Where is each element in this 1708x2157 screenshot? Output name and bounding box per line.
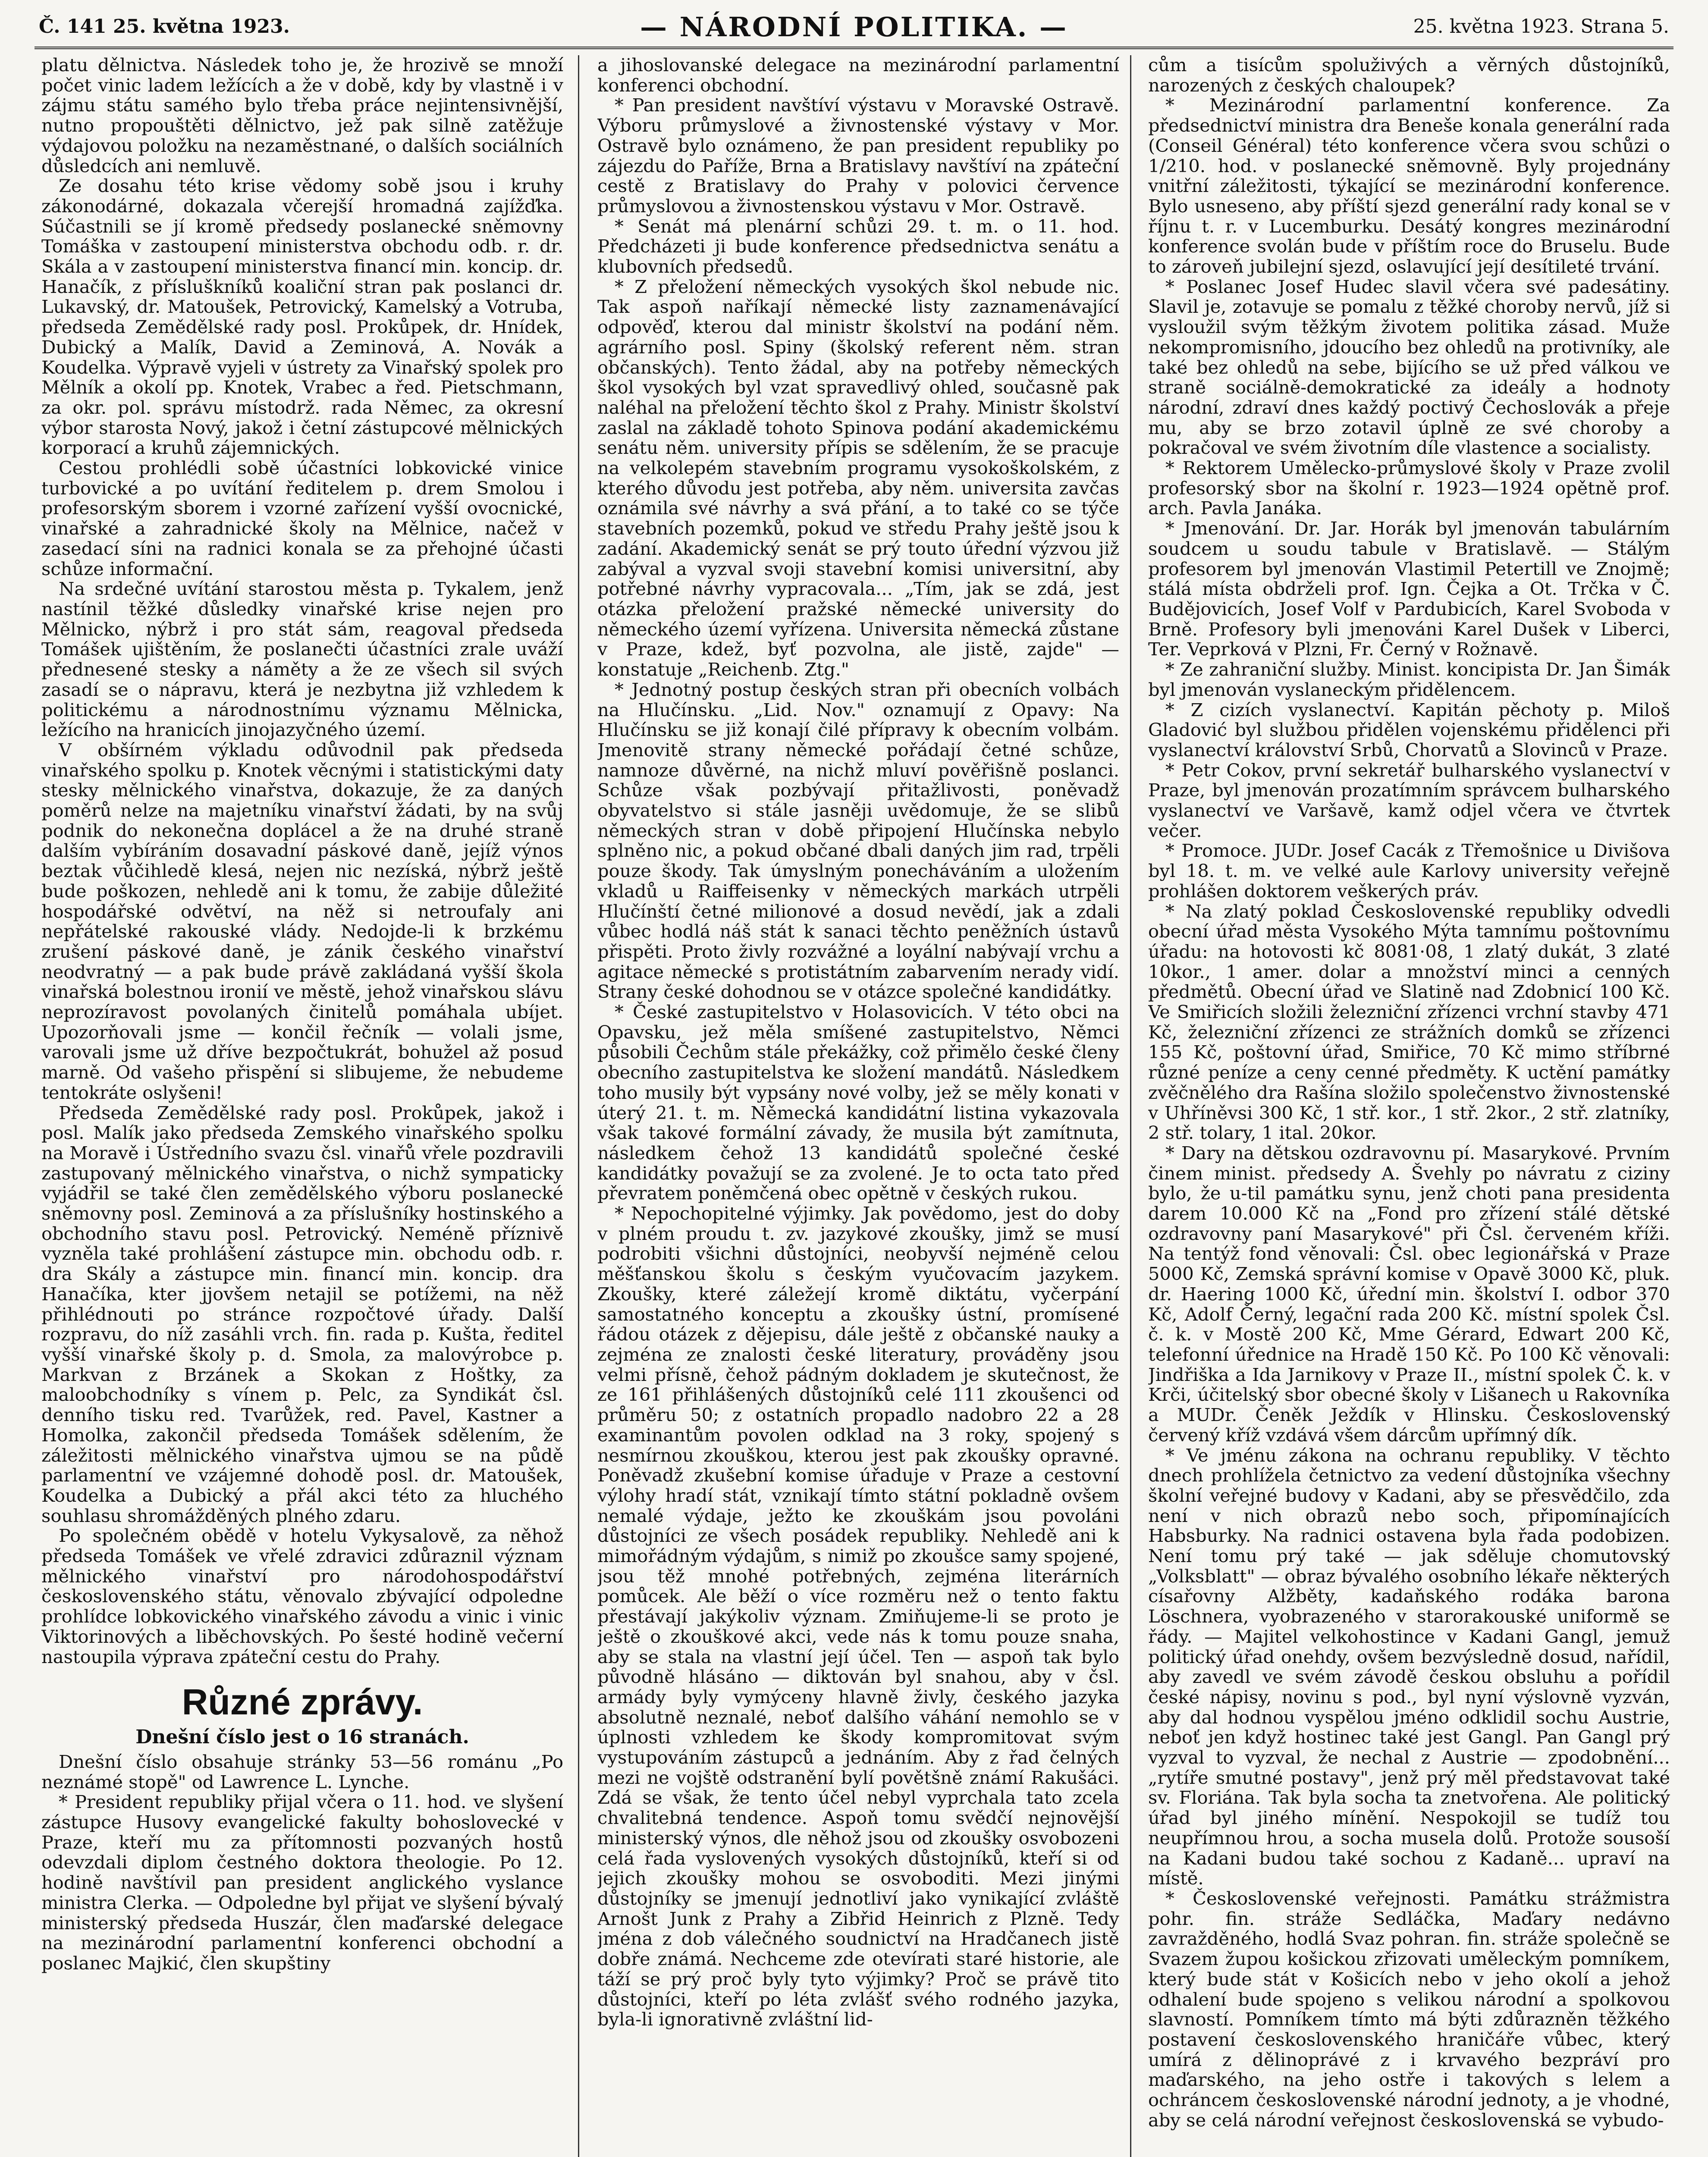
paragraph: * Nepochopitelné výjimky. Jak povědomo, jest do doby v plném proudu t. zv. jazykové zkoušky, jimž se musí podrobiti všichni důstojníci, neobyvší nejméně celou měšťanskou školu s českým vyučovacím jazykem. Zkoušky, které záležejí kromě diktátu, vyčerpání samostatného konceptu a zkoušky ústní, promísené řádou otázek z dějepisu, dále ještě z občanské nauky a zejména ze znalosti české literatury, prováděny jsou velmi přísně, čehož pádným dokladem je skutečnost, že ze 161 přihlášených důstojníků celé 111 zkoušenci od průměru 50; z ostatních propadlo nadobro 22 a 28 examinantům povolen odklad na 3 roky, spojený s nesmírnou zkouškou, kterou jest pak zkoušky opravné. Poněvadž zkušební komise úřaduje v Praze a cestovní výlohy hradí stát, vznikají tímto státní pokladně ovšem nemalé výdaje, ježto ke zkouškám jsou povoláni důstojníci ze všech posádek republiky. Nehledě ani k mimořádným výdajům, s nimiž po zkoušce samy spojené, jsou těž mnohé potřebných, zejména literárních pomůcek. Ale běží o více rozměru než o tento faktu přestávají jakýkoliv význam. Zmiňujeme-li se proto je ještě o zkouškové akci, vede nás k tomu pouze snaha, aby se stala na vlastní její účel. Ten — aspoň tak bylo původně hlásáno — diktován byl snahou, aby v čsl. armády byly vymýceny hlavně živly, českého jazyka absolutně neznalé, neboť dalšího váhání nemohlo se v úplnosti vzhledem ke škody kompromitovat svým vystupováním zástupců a jednáním. Aby z řad čelných mezi ne vojště odstranění bylí povětšně známí Rakušáci. Zdá se však, že tento účel nebyl vyprchala tato zcela chvalitebná tendence. Aspoň tomu svědčí nejnovější ministerský výnos, dle něhož jsou od zkoušky osvobozeni celá řada vyslovených vysokých důstojníků, kteří si od jejich zkoušky mohou se osvoboditi. Mezi jinými důstojníky se jmenují jednotliví jako vynikající zvláště Arnošt Junk z Prahy a Zibřid Heinrich z Plzně. Tedy jména z dob válečného soudnictví na Hradčanech jistě dobře známá. Nechceme zde otevírati staré historie, ale táží se prý proč byly tyto výjimky? Proč se právě tito důstojníci, kteří po léta zvlášť svého rodného jazyka, byla-li ignorativně zvláštní lid- <box>597 1203 1119 2030</box>
paragraph: platu dělnictva. Následek toho je, že hrozivě se množí počet vinic ladem ležících a že v době, kdy by vlastně i v zájmu státu samého bylo třeba práce nejintensivnější, nutno propouštěti dělnictvo, jež pak silně zatěžuje výdajovou položku na nezaměstnané, o dalších sociálních důsledcích ani nemluvě. <box>41 55 563 176</box>
paragraph: Předseda Zemědělské rady posl. Prokůpek, jakož i posl. Malík jako předseda Zemského vinařského spolku na Moravě i Ústředního svazu čsl. vinařů vřele pozdravili zastupovaný mělnického vinařstva, o nichž sympaticky vyjádřil se také člen zemědělského výboru poslanecké sněmovny posl. Zeminová a za příslušníky hostinského a obchodního stavu posl. Petrovický. Neméně příznivě vyzněla také prohlášení zástupce min. obchodu odb. r. dra Skály a zástupce min. financí min. koncip. dra Hanačíka, kter jjovšem netajil se potížemi, na něž přihlédnouti po stránce rozpočtové úřady. Další rozpravu, do níž zasáhli vrch. fin. rada p. Kušta, ředitel vyšší vinařské školy p. d. Smola, za malovýrobce p. Markvan z Brzánek a Skokan z Hoštky, za maloobchodníky s vínem p. Pelc, za Syndikát čsl. denního tisku red. Tvarůžek, red. Pavel, Kastner a Homolka, zakončil předseda Tomášek sdělením, že záležitosti mělnického vinařstva ujmou se na půdě parlamentní ve vzájemné dohodě posl. dr. Matoušek, Koudelka a Dubický a přál akci této za hluchého souhlasu shromážděných plného zdaru. <box>41 1102 563 1526</box>
paragraph: * Senát má plenární schůzi 29. t. m. o 11. hod. Předcházeti ji bude konference předsednictva senátu a klubovních předsedů. <box>597 215 1119 277</box>
section-heading: Různé zprávy. <box>182 1682 423 1723</box>
paragraph: * Promoce. JUDr. Josef Cacák z Třemošnice u Divišova byl 18. t. m. ve velké aule Karlovy university veřejně prohlášen doktorem veškerých práv. <box>1148 840 1670 902</box>
paragraph: * President republiky přijal včera o 11. hod. ve slyšení zástupce Husovy evangelické fakulty bohoslovecké v Praze, kteří mu za přítomnosti pozvaných hostů odevzdali diplom čestného doktora theologie. Po 12. hodině navštívil pan president anglického vyslance ministra Clerka. — Odpoledne byl přijat ve slyšení bývalý ministerský předseda Huszár, člen maďarské delegace na mezinárodní parlamentní konferenci obchodní a poslanec Majkić, člen skupštiny <box>41 1791 563 1974</box>
column-divider <box>1130 55 1131 2157</box>
paragraph: V obšírném výkladu odůvodnil pak předseda vinařského spolku p. Knotek věcnými i statistickými daty stesky mělnického vinařstva, dokazuje, že za daných poměrů nelze na majetníku vinařství žádati, by na svůj podnik do nekonečna doplácel a že na druhé straně dalším vybíráním dosavadní páskové daně, jejíž výnos beztak vůčihledě klesá, nejen nic nezíská, nýbrž ještě bude poškozen, nehledě ani k tomu, že zabije důležité hospodářské odvětví, na něž si netroufaly ani nepřátelské rakouské vlády. Nedojde-li k brzkému zrušení páskové daně, je zánik českého vinařství neodvratný — a pak bude právě zakládaná vyšší škola vinařská bolestnou ironií ve městě, jehož vinařskou slávu neprozíravost povolaných činitelů pomáhala ubíjet. Upozorňovali jsme — končil řečník — volali jsme, varovali jsme už dříve bezpočtukrát, bohužel až posud marně. Od vašeho přispění si slibujeme, že nebudeme tentokráte oslyšeni! <box>41 739 563 1103</box>
paragraph: * Z cizích vyslanectví. Kapitán pěchoty p. Miloš Gladović byl službou přidělen vojenskému přidělenci při vyslanectví království Srbů, Chorvatů a Slovinců v Praze. <box>1148 699 1670 761</box>
paragraph: * České zastupitelstvo v Holasovicích. V této obci na Opavsku, jež měla smíšené zastupitelstvo, Němci působili Čechům stále překážky, což přimělo české členy obecního zastupitelstva ke složení mandátů. Následkem toho musily být vypsány nové volby, jež se měly konati v úterý 21. t. m. Německá kandidátní listina vykazovala však takové formální závady, že musila být zamítnuta, následkem čehož 13 kandidátů společné české kandidátky považují se za zvolené. Je to octa tato před převratem poněmčená obec opětně v českých rukou. <box>597 1001 1119 1204</box>
column-divider <box>578 55 579 2157</box>
paragraph: * Petr Cokov, první sekretář bulharského vyslanectví v Praze, byl jmenován prozatímním správcem bulharského vyslanectví ve Varšavě, kamž odjel včera ve čtvrtek večer. <box>1148 759 1670 841</box>
paragraph: * Z přeložení německých vysokých škol nebude nic. Tak aspoň naříkají německé listy zaznamenávající odpověď, kterou dal ministr školství na podání něm. agrárního posl. Spiny (školský referent něm. stran občanských). Tento žádal, aby na potřeby německých škol vysokých byl vzat spravedlivý ohled, současně pak naléhal na přeložení těchto škol z Prahy. Ministr školství zaslal na základě tohoto Spinova podání akademickému senátu něm. university přípis se sdělením, že se pracuje na velkolepém stavebním programu vysokoškolském, z kterého důvodu jest potřeba, aby něm. universita zavčas oznámila své návrhy a svá přání, a to také co se týče stavebních pozemků, pokud ve středu Prahy ještě jsou k zadání. Akademický senát se prý touto úřední výzvou již zabýval a vyzval svoji stavební komisi universitní, aby potřebné návrhy vypracovala... „Tím, jak se zdá, jest otázka přeložení pražské německé university do německého území vyřízena. Universita německá zůstane v Praze, kdež, byť pozvolna, ale jistě, zajde" — konstatuje „Reichenb. Ztg." <box>597 276 1119 680</box>
paragraph: * Na zlatý poklad Československé republiky odvedli obecní úřad města Vysokého Mýta tamnímu poštovnímu úřadu: na hotovosti kč 8081·08, 1 zlatý dukát, 3 zlaté 10kor., 1 amer. dolar a množství minci a cenných předmětů. Obecní úřad ve Slatině nad Zdobnicí 100 Kč. Ve Smiřicích složili železniční zřízenci vrchní stavby 471 Kč, železniční zřízenci ze strážních domků se zřízenci 155 Kč, poštovní úřad, Smiřice, 70 Kč mimo stříbrné různé peníze a ceny cenné předměty. K uctění památky zvěčnělého dra Rašína složilo společenstvo živnostenské v Uhříněvsi 300 Kč, 1 stř. kor., 1 stř. 2kor., 2 stř. zlatníky, 2 stř. tolary, 1 ital. 20kor. <box>1148 900 1670 1144</box>
paragraph: Cestou prohlédli sobě účastníci lobkovické vinice turbovické a po uvítání ředitelem p. drem Smolou i profesorským sborem i vzorné zařízení vyšší ovocnické, vinařské a zahradnické školy na Mělnice, načež v zasedací síni na radnici konala se za přehojné účasti schůze informační. <box>41 457 563 579</box>
paragraph: * Jednotný postup českých stran při obecních volbách na Hlučínsku. „Lid. Nov." oznamují z Opavy: Na Hlučínsku se již konají čilé přípravy k obecním volbám. Jmenovitě strany německé pořádají četné schůze, namnoze důvěrné, na nichž mluví pověřišně poslanci. Schůze však pozbývají přitažlivosti, poněvadž obyvatelstvo si stále jasněji uvědomuje, že se slibů německých stran v době připojení Hlučínska nebylo splněno nic, a pokud občané dbali daných jim rad, trpěli pouze škody. Tak úmyslným ponecháváním a uložením vkladů u Raiffeisenky v německých markách utrpěli Hlučínští četné milionové a dosud nevědí, jak a zdali vůbec hodlá náš stát k sanaci těchto peněžních ústavů přispěti. Proto živly rozvážné a loyální nabývají vrchu a agitace německé s protistátním zabarvením nerady vidí. Strany české dohodnou se v otázce společné kandidátky. <box>597 679 1119 1003</box>
paragraph: Dnešní číslo obsahuje stránky 53—56 románu „Po neznámé stopě" od Lawrence L. Lynche. <box>41 1751 563 1792</box>
paragraph: * Dary na dětskou ozdravovnu pí. Masarykové. Prvním činem minist. předsedy A. Švehly po návratu z ciziny bylo, že u-til památku synu, jenž choti pana presidenta darem 10.000 Kč na „Fond pro zřízení stálé dětské ozdravovny paní Masarykové" při Čsl. červeném kříži. Na tentýž fond věnovali: Čsl. obec legionářská v Praze 5000 Kč, Zemská správní komise v Opavě 3000 Kč, pluk. dr. Haering 1000 Kč, úřední min. školství I. odbor 370 Kč, Adolf Černý, legační rada 200 Kč. místní spolek Čsl. č. k. v Mostě 200 Kč, Mme Gérard, Edwart 200 Kč, telefonní úřednice na Hradě 150 Kč. Po 100 Kč věnovali: Jindřiška a Ida Jarnikovy v Praze II., místní spolek Č. k. v Krči, účitelský sbor obecné školy v Lišanech u Rakovníka a MUDr. Čeněk Ježdík v Hlinsku. Československý červený kříž vzdává všem dárcům upřímný dík. <box>1148 1142 1670 1446</box>
paragraph: * Ve jménu zákona na ochranu republiky. V těchto dnech prohlížela četnictvo za vedení důstojníka všechny školní veřejné budovy v Kadani, aby se přesvědčilo, zda není v nich obrazů nebo soch, připomínajících Habsburky. Na radnici ostavena byla řada podobizen. Není tomu prý také — jak sděluje chomutovský „Volksblatt" — obraz bývalého osobního lékaře některých císařovny Alžběty, kadaňského rodáka barona Löschnera, vyobrazeného v starorakouské uniformě se řády. — Majitel velkohostince v Kadani Gangl, jemuž politický úřad onehdy, ovšem bezvýsledně dosud, nařídil, aby zavedl ve svém závodě českou obsluhu a pořídil české nápisy, novinu s pod., byl nyní výslovně vyzván, aby dal hodnou vyspělou jméno odklidil sochu Austrie, neboť jen když hostinec také jest Gangl. Pan Gangl prý vyzval to vyzval, že nechal z Austrie — zpodobnění... „rytíře smutné postavy", jenž prý měl představovat také sv. Floriána. Tak byla socha ta znetvořena. Ale politický úřad byl jiného mínění. Nespokojil se tudíž tou neupřímnou hrou, a socha musela dolů. Protože sousoší na Kadani budou také sochou z Kadaně... upraví na místě. <box>1148 1444 1670 1889</box>
paragraph: * Ze zahraniční služby. Minist. koncipista Dr. Jan Šimák byl jmenován vyslaneckým přidělencem. <box>1148 659 1670 700</box>
page-header <box>35 8 1673 49</box>
column-3 <box>1148 55 1670 2157</box>
paragraph: * Československé veřejnosti. Památku strážmistra pohr. fin. stráže Sedláčka, Maďary nedávno zavražděného, hodlá Svaz pohran. fin. stráže společně se Svazem župou košickou zřizovati uměleckým pomníkem, který bude stát v Košicích nebo v jeho okolí a jehož odhalení bude spojeno s velikou národní a spolkovou slavností. Pomníkem tímto má býti zdůrazněn těžkého postavení československého hraničáře vůbec, který umírá z dělinoprávé z i krvavého bezpráví pro maďarského, na jeho ostře i takových s lelem a ochráncem československé národní jednoty, a je vhodné, aby se celá národní veřejnost československá se vybudo- <box>1148 1887 1670 2131</box>
column-1 <box>41 55 563 2157</box>
section-subheading: Dnešní číslo jest o 16 stranách. <box>135 1726 469 1748</box>
paragraph: Ze dosahu této krise vědomy sobě jsou i kruhy zákonodárné, dokazala včerejší hromadná zajížďka. Súčastnili se jí kromě předsedy poslanecké sněmovny Tomáška v zastoupení ministerstva obchodu odb. r. dr. Skála a v zastoupení ministerstva financí min. koncip. dr. Hanačík, z přísluškníků koaliční stran pak poslanci dr. Lukavský, dr. Matoušek, Petrovický, Kamelský a Votruba, předseda Zemědělské rady posl. Prokůpek, dr. Hnídek, Dubický a Malík, David a Zeminová, A. Novák a Koudelka. Výpravě vyjeli v ústrety za Vinařský spolek pro Mělník a okolí pp. Knotek, Vrabec a řed. Pietschmann, za okr. pol. správu místodrž. rada Němec, za okresní výbor starosta Nový, jakož i četní zástupcové mělnických korporací a kruhů zájemnických. <box>41 175 563 459</box>
paragraph: cům a tisícům spoluživých a věrných důstojníků, narozených z českých chaloupek? <box>1148 55 1670 96</box>
paragraph: * Pan president navštíví výstavu v Moravské Ostravě. Výboru průmyslové a živnostenské výstavy v Mor. Ostravě bylo oznámeno, že pan president republiky po zájezdu do Paříže, Brna a Bratislavy navštíví na zpáteční cestě z Bratislavy do Prahy v polovici července průmyslovou a živnostenskou výstavu v Mor. Ostravě. <box>597 94 1119 217</box>
paragraph: * Jmenování. Dr. Jar. Horák byl jmenován tabulárním soudcem u soudu tabule v Bratislavě. — Stálým profesorem byl jmenován Vlastimil Petertill ve Znojmě; stálá místa obdrželi prof. Ign. Čejka a Ot. Trčka v Č. Budějovicích, Josef Volf v Pardubicích, Karel Svoboda v Brně. Profesory byli jmenováni Karel Dušek v Liberci, Ter. Veprková v Plzni, Fr. Černý v Rožnavě. <box>1148 518 1670 660</box>
issue-number: Č. 141 25. května 1923. <box>39 16 290 38</box>
paragraph: a jihoslovanské delegace na mezinárodní parlamentní konferenci obchodní. <box>597 55 1119 96</box>
paragraph: Po společném obědě v hotelu Vykysalově, za něhož předseda Tomášek ve vřelé zdravici zdůraznil význam mělnického vinařství pro národohospodářství československého státu, věnovalo zbývající odpoledne prohlídce lobkovického vinařského závodu a vinic i vinic Viktorinových a liběchovských. Po šesté hodině večerní nastoupila výprava zpáteční cestu do Prahy. <box>41 1525 563 1667</box>
date-page-number: 25. května 1923. Strana 5. <box>1413 16 1669 38</box>
paragraph: * Poslanec Josef Hudec slavil včera své padesátiny. Slavil je, zotavuje se pomalu z těžké choroby nervů, jíž si vysloužil svým těžkým životem politika zásad. Muže nekompromisního, jdoucího bez ohledů na protivníky, ale také bez ohledů na sebe, bijícího se už před válkou ve straně sociálně-demokratické za ideály a hodnoty národní, zdraví dnes každý poctivý Čechoslovák a přeje mu, aby se brzo zotavil úplně ze své choroby a pokračoval ve svém životním díle vlastence a socialisty. <box>1148 276 1670 459</box>
paragraph: * Rektorem Umělecko-průmyslové školy v Praze zvolil profesorský sbor na školní r. 1923—1924 opětně prof. arch. Pavla Janáka. <box>1148 457 1670 519</box>
paragraph: * Mezinárodní parlamentní konference. Za předsednictví ministra dra Beneše konala generální rada (Conseil Général) této konference včera svou schůzi o 1/210. hod. v poslanecké sněmovně. Byly projednány vnitřní záležitosti, týkající se mezinárodní konference. Bylo usneseno, aby příští sjezd generální rady konal se v říjnu t. r. v Lucemburku. Desátý kongres mezinárodní konference svolán bude v příštím roce do Bruselu. Bude to zároveň jubilejní sjezd, oslavující její desítileté trvání. <box>1148 94 1670 277</box>
column-2 <box>597 55 1119 2157</box>
paragraph: Na srdečné uvítání starostou města p. Tykalem, jenž nastínil těžké důsledky vinařské krise nejen pro Mělnicko, nýbrž i pro stát sám, reagoval předseda Tomášek ujištěním, že poslanečti účastníci zrale uváží přednesené stesky a náměty a že ze všech sil svých zasadí se o nápravu, která je nezbytna již vzhledem k politickému a národnostnímu významu Mělnicka, ležícího na hranicích jinojazyčného území. <box>41 578 563 741</box>
masthead: — NÁRODNÍ POLITIKA. — <box>640 11 1068 43</box>
